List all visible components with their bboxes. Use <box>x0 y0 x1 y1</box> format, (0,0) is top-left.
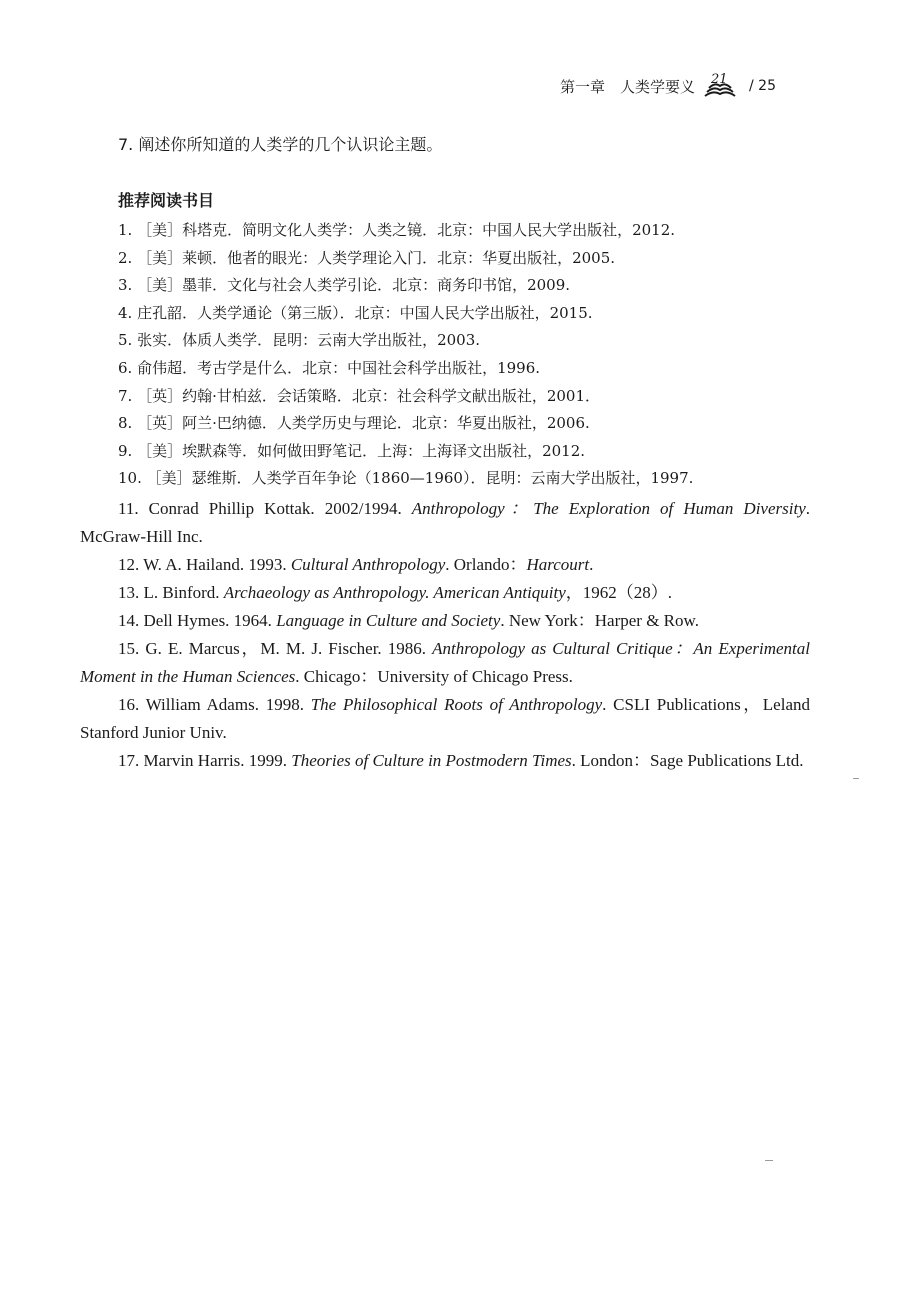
reference-item: 2. ［美］莱顿．他者的眼光：人类学理论入门．北京：华夏出版社，2005. <box>118 248 616 267</box>
reference-item: 11. Conrad Phillip Kottak. 2002/1994. Anthropology：The Exploration of Human Diversity. McGraw-Hill Inc. <box>80 499 810 546</box>
review-question: 7. 阐述你所知道的人类学的几个认识论主题。 <box>118 135 443 154</box>
reference-item: 6. 俞伟超．考古学是什么．北京：中国社会科学出版社，1996. <box>118 358 541 377</box>
reference-item: 17. Marvin Harris. 1999. Theories of Culture in Postmodern Times. London：Sage Publications Ltd. <box>118 751 804 770</box>
reference-item: 3. ［美］墨菲．文化与社会人类学引论．北京：商务印书馆，2009. <box>118 276 571 295</box>
scan-speck <box>765 1160 773 1161</box>
reference-item: 8. ［英］阿兰·巴纳德．人类学历史与理论．北京：华夏出版社，2006. <box>118 414 590 433</box>
reference-item: 1. ［美］科塔克．简明文化人类学：人类之镜．北京：中国人民大学出版社，2012. <box>118 221 676 239</box>
reference-item: 4. 庄孔韶．人类学通论（第三版）．北京：中国人民大学出版社，2015. <box>118 303 593 322</box>
scan-speck <box>853 778 859 779</box>
section-title: 推荐阅读书目 <box>118 191 215 210</box>
page-number: / 25 <box>749 78 776 94</box>
chinese-reference-list <box>118 217 818 493</box>
running-header <box>560 70 860 102</box>
reference-item: 10. ［美］瑟维斯．人类学百年争论（1860—1960）．昆明：云南大学出版社，1997. <box>118 469 694 488</box>
book-logo-icon <box>701 70 739 102</box>
english-reference-list <box>80 495 810 775</box>
chapter-title: 第一章 人类学要义 <box>560 77 696 96</box>
reference-item: 13. L. Binford. Archaeology as Anthropology. American Antiquity，1962（28）. <box>118 583 673 602</box>
svg-text:21: 21 <box>711 72 728 87</box>
reference-item: 9. ［美］埃默森等．如何做田野笔记．上海：上海译文出版社，2012. <box>118 441 586 460</box>
reference-item: 16. William Adams. 1998. The Philosophical Roots of Anthropology. CSLI Publications，Leland Stanford Junior Univ. <box>80 695 810 742</box>
reference-item: 14. Dell Hymes. 1964. Language in Culture and Society. New York：Harper & Row. <box>118 611 699 630</box>
reference-item: 12. W. A. Hailand. 1993. Cultural Anthropology. Orlando：Harcourt. <box>118 555 594 574</box>
reference-item: 5. 张实．体质人类学．昆明：云南大学出版社，2003. <box>118 331 481 350</box>
reference-item: 7. ［英］约翰·甘柏兹．会话策略．北京：社会科学文献出版社，2001． <box>118 386 601 405</box>
reference-item: 15. G. E. Marcus，M. M. J. Fischer. 1986. Anthropology as Cultural Critique：An Experimental Moment in the Human Sciences. Chicago：University of Chicago Press. <box>80 639 810 686</box>
